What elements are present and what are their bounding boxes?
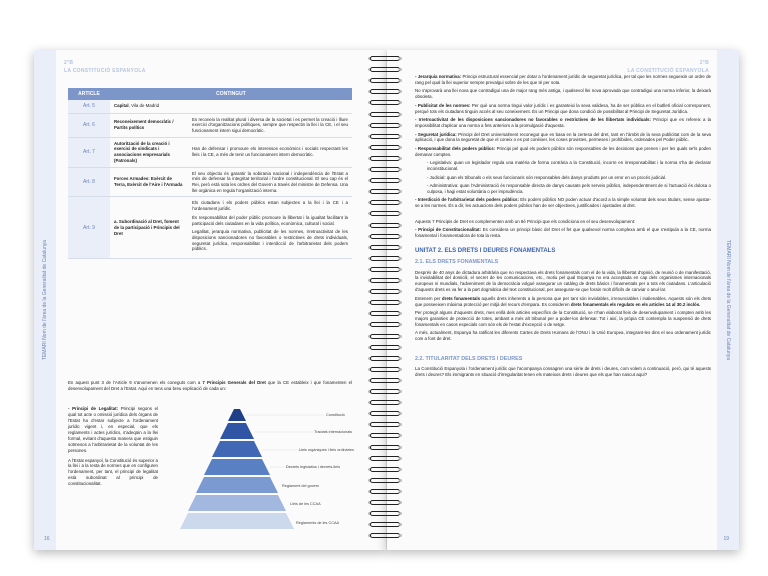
content-para: És responsabilitat del poder públic promoure la llibertat i la igualtat facilitant la participació dels ciutadans en la vida política, econòmica, cultural i social. bbox=[192, 214, 348, 226]
spiral-ring bbox=[366, 211, 404, 217]
principle-hierarchy: - Jerarquia normativa: Principi estructural essencial per dotar a l'ordenament jurídic de seguretat jurídica, per tal que les normes segueixin un ordre de rang pel qual la llei superior sempre prevalgui sobre de les que té per sota. bbox=[415, 74, 711, 85]
spiral-ring bbox=[366, 389, 404, 395]
principle-legal-security: - Seguretat jurídica: Principi del Dret universalment reconegut que es basa en la certesa del dret, tant en l'àmbit de la seva publicitat com de la seva aplicació, i que dona la seguretat de que el coneix o es pot conèixer, les coses provistes, permeses i prohibides, ordenades pel Poder públic. bbox=[415, 131, 711, 143]
content-cell bbox=[188, 197, 352, 259]
principle-publicity: - Publicitat de les normes: Per què una norma tingui valor jurídic i es garanteixi la seva validesa, ha de ser pública en el butlletí oficial corresponent, perquè tots els ciutadans tinguin accés al seu coneixement. És un Principi que dona condició de possibilitat al Principi de Seguretat Jurídica. bbox=[415, 102, 711, 114]
pyramid-label: Reglaments de les CCAA bbox=[296, 521, 340, 525]
spiral-ring bbox=[366, 200, 404, 206]
pyramid-level bbox=[196, 477, 278, 493]
spiral-ring bbox=[366, 267, 404, 273]
section-paragraph: Després de 40 anys de dictadura arbitrària que no respectava els drets fonamentals com el de la vida, la llibertat d'opinió, de reunió o de manifestació, la inviolabilitat del domicili, el secret de les comunicacions, etc., motiu pel qual Espanya no era acceptada en cap dels organismes internacionals europeus ni mundials, l'adveniment de la democràcia volgué assegurar un catàleg de drets bàsics i fonamentals per a tots els ciutadans. L'articulació d'aquests drets es va fer a la part dogmàtica del text constitucional, per assegurar-se que fossin molt difícils de canviar o anul·lar. bbox=[415, 269, 711, 293]
topic-cell: Reconeixement democràtic / Partits polítics bbox=[110, 113, 188, 137]
content-cell: Han de defensar i promoure els interessos econòmics i socials respectant les lleis i la CE, a més de tenir un funcionament intern democràtic. bbox=[188, 137, 352, 167]
pyramid-level bbox=[212, 441, 262, 457]
spiral-ring bbox=[366, 89, 404, 95]
pyramid-label: Lleis orgàniques i lleis ordinàries bbox=[299, 448, 354, 452]
spiral-ring bbox=[366, 278, 404, 284]
unit-title: UNITAT 2. ELS DRETS I DEURES FONAMENTALS bbox=[415, 248, 556, 255]
spiral-ring bbox=[366, 223, 404, 229]
topic-cell: Forces Armades: Exèrcit de Terra, Exèrcit de l'Aire i l'Armada bbox=[110, 167, 188, 197]
responsibility-judicial: - Judicial: quan els tribunals o els seus funcionaris són responsables dels danys produïts per un error en un procés judicial. bbox=[427, 174, 667, 180]
pyramid-label: Reglament del govern bbox=[282, 484, 320, 488]
section-paragraph: Per protegir alguns d'aquests drets, mes enllà dels articles específics de la Constitució, se n'han elaborat lleis de desenvolupament i compten amb les majors garanties de protecció de totes, ambant a més alt tribunal per a poder-los defensar. Tot i així, la pròpia CE contempla la suspensió de drets fonamentals en casos especials com són els de l'estat d'excepció o de setge. bbox=[415, 310, 711, 328]
spiral-ring bbox=[366, 345, 404, 351]
content-cell: Es reconeix la realitat plural i diversa de la societat i es permet la creació i lliure exercici d'organitzacions polítiques, sempre que respectin la llei i la CE, i el seu funcionament intern sigui democràtic. bbox=[188, 113, 352, 137]
spiral-ring bbox=[366, 422, 404, 428]
right-side-text: TEMARI Nom de l'àrea de la Generalitat de Catalunya bbox=[725, 239, 731, 361]
spiral-ring bbox=[366, 78, 404, 84]
spiral-ring bbox=[366, 234, 404, 240]
responsibility-administrative: - Administrativa: quan l'Administració és responsable directa de danys causats pels serveis públics, independentment de si l'actuació és dolosa o culposa, i hagi estat voluntària o per imprudència. bbox=[427, 183, 711, 194]
table-row bbox=[68, 137, 352, 167]
left-page bbox=[34, 50, 386, 550]
left-page-header bbox=[64, 60, 146, 74]
spiral-ring bbox=[366, 245, 404, 251]
pyramid-label: Decrets legislatius i decrets-lleis bbox=[286, 465, 341, 469]
spiral-ring bbox=[366, 356, 404, 362]
constitution-articles-table bbox=[68, 88, 352, 259]
principle-legality: - Principi de Legalitat: Principi segons el qual tot acte o omissió jurídica dels òrgans de l'Estat ha d'estar subjecte a l'ordenament jurídic vigent i, en especial, que els reglaments i actes jurídics, s'adeqüin a la llei formal, evitant d'aquesta manera que estiguin sotmesos a l'arbitrarietat de la voluntat de les persones. bbox=[68, 406, 158, 453]
spiral-binding bbox=[366, 50, 404, 550]
eighth-principle-intro: Aquests 7 Principis de Dret es complementen amb un 8è Principi que els condiciona en el seu desenvolupament: bbox=[415, 218, 636, 224]
spiral-ring bbox=[366, 123, 404, 129]
pyramid-level bbox=[204, 459, 270, 475]
right-page-number: 19 bbox=[723, 536, 729, 542]
spiral-ring bbox=[366, 378, 404, 384]
right-page-header-title: LA CONSTITUCIÓ ESPANYOLA bbox=[627, 68, 709, 74]
topic-cell: a. Subordinació al Dret, foment de la participació i Principis del Dret bbox=[110, 197, 188, 259]
left-page-code: 2°B bbox=[64, 60, 74, 66]
right-page-code: 2°B bbox=[699, 60, 709, 66]
left-page-number: 16 bbox=[44, 536, 50, 542]
principle-interdiction: - Interdicció de l'arbitrarietat dels poders públics: Els poders públics NO poden actuar d'acord a la simple voluntat dels seus titulars, sense ajustar-se a les normes. És a dir, les actuacions dels poders públics han de ser objectives, justificades i ajustades al dret. bbox=[415, 197, 712, 209]
spiral-ring bbox=[366, 189, 404, 195]
pyramid-level bbox=[188, 495, 286, 511]
section-title: 2.1. ELS DRETS FONAMENTALS bbox=[415, 259, 499, 266]
spiral-ring bbox=[366, 445, 404, 451]
spiral-ring bbox=[366, 511, 404, 517]
principle-irretroactivity: - Irretroactivitat de les disposicions sancionadores no favorables o restrictives de les llibertats individuals: Principi que es refereix a la impossibilitat d'aplicar una norma a fets anteriors a la promulgació d'aquesta. bbox=[415, 117, 712, 129]
principle-hierarchy-note: No s'aprovarà una llei nova que contradigui una de major rang més antiga, i qualsevol llei nova aprovada que contradigui una norma inferior, la deixarà obsoleta. bbox=[415, 88, 711, 100]
article-cell: Art. 9 bbox=[68, 197, 110, 259]
section-paragraph: A més, actualment, Espanya ha ratificat les diferents Cartes de Drets Humans de l'ONU i la Unió Europea, integrant-les dins el seu ordenament jurídic com a font de dret. bbox=[415, 330, 711, 342]
table-header-content: CONTINGUT bbox=[110, 88, 352, 100]
spiral-ring bbox=[366, 145, 404, 151]
principle-constitutionality: - Principi de Constitucionalitat: Es considera un principi bàsic del Dret el fet que qualsevol norma complexa amb el que s'estipula a la CE, norma fonamental i fonamentadora de tota la resta. bbox=[415, 227, 711, 239]
spiral-ring bbox=[366, 478, 404, 484]
article-cell: Art. 7 bbox=[68, 137, 110, 167]
spiral-ring bbox=[366, 167, 404, 173]
spiral-ring bbox=[366, 178, 404, 184]
spiral-ring bbox=[366, 67, 404, 73]
spiral-ring bbox=[366, 467, 404, 473]
pyramid-label: Tractats internacionals bbox=[314, 430, 353, 434]
left-side-text: TEMARI Nom de l'àrea de la Generalitat de Catalunya bbox=[42, 239, 48, 361]
normative-pyramid bbox=[174, 405, 364, 545]
spiral-ring bbox=[366, 311, 404, 317]
pyramid-label: Lleis de les CCAA bbox=[290, 502, 321, 506]
left-page-header-title: LA CONSTITUCIÓ ESPANYOLA bbox=[64, 68, 146, 74]
spiral-ring bbox=[366, 300, 404, 306]
table-row bbox=[68, 167, 352, 197]
pyramid-level bbox=[180, 513, 294, 529]
spiral-ring bbox=[366, 322, 404, 328]
spiral-ring bbox=[366, 134, 404, 140]
spiral-ring bbox=[366, 433, 404, 439]
principle-responsibility: - Responsabilitat dels poders públics: Principi pel qual els poders públics són responsables de les decisions que prenen i per les quals se'ls poden demanar comptes. bbox=[415, 145, 711, 157]
principles-text bbox=[68, 406, 158, 491]
section-paragraph: La Constitució Espanyola i l'ordenament jurídic que l'acompanya consagren una sèrie de drets i deures, com volem a continuació, però, qui té aquests drets i deures? Els immigrants en situació d'irregularitat tenen els mateixos drets i deures que els que han nascut aquí? bbox=[415, 366, 711, 378]
spiral-ring bbox=[366, 411, 404, 417]
right-page-header bbox=[627, 60, 709, 74]
table-row bbox=[68, 100, 352, 113]
spiral-ring bbox=[366, 112, 404, 118]
table-row bbox=[68, 197, 352, 259]
section-title: 2.2. TITULARITAT DELS DRETS I DEURES bbox=[415, 355, 523, 362]
spiral-ring bbox=[366, 400, 404, 406]
topic-text: Capital bbox=[114, 103, 129, 109]
spiral-ring bbox=[366, 456, 404, 462]
spiral-ring bbox=[366, 500, 404, 506]
article-cell: Art. 5 bbox=[68, 100, 110, 113]
principles-intro: En aquest punt 3 de l'Article 9 s'anomenen els coneguts com a 7 Principis Generals del Dret que la CE estableix i que fonamenten el desenvolupament del Dret a l'Estat. Aquí en tens una breu explicació de cada un: bbox=[68, 380, 352, 391]
table-header-article: ARTICLE bbox=[68, 88, 110, 100]
spiral-ring bbox=[366, 489, 404, 495]
pyramid-level bbox=[220, 423, 254, 439]
article-cell: Art. 8 bbox=[68, 167, 110, 197]
spiral-ring bbox=[366, 367, 404, 373]
spiral-ring bbox=[366, 334, 404, 340]
table-row bbox=[68, 113, 352, 137]
topic-cell: Autorització de la creació i exercici de sindicats i associacions empresarials (Patronals) bbox=[110, 137, 188, 167]
content-para: Legalitat, jerarquia normativa, publicitat de les normes, irretroactivitat de les disposicions sancionadores no favorables o restrictives de drets individuals, seguretat jurídica, responsabilitat i interdicció de l'arbitrarietat dels poders públics. bbox=[192, 229, 348, 252]
spiral-ring bbox=[366, 100, 404, 106]
responsibility-legislative: - Legislativa: quan un legislador regula una matèria de forma contrària a la Constitució, incorre en irresponsabilitat i la norma s'ha de declarar inconstitucional. bbox=[427, 160, 711, 172]
article-cell: Art. 6 bbox=[68, 113, 110, 137]
principle-legality-note: A l'Estat espanyol, la Constitució és superior a la llei i a la resta de normes que en configuren l'ordenament, per tant, el principi de legalitat està subordinat al principi de constitucionalitat. bbox=[68, 457, 158, 487]
spiral-ring bbox=[366, 56, 404, 62]
spiral-ring bbox=[366, 533, 404, 539]
pyramid-label: Constitució bbox=[326, 413, 345, 417]
spiral-ring bbox=[366, 156, 404, 162]
right-page-content bbox=[415, 74, 711, 381]
spiral-ring bbox=[366, 522, 404, 528]
content-para: Els ciutadans i els poders públics estan subjectes a la llei i la CE i a l'ordenament jurídic. bbox=[192, 200, 348, 212]
section-paragraph: Entenem per drets fonamentals aquells drets inherents a la persona que per tant són inviolables, irrenunciables i inalienables. Aquests són els drets que posseeixen màxima protecció per mitjà del recurs d'empara. Es consideren drets fonamentals els regulats en els articles 14 al 30.2 inclòs. bbox=[415, 295, 712, 307]
right-page bbox=[387, 50, 739, 550]
pyramid-level bbox=[228, 409, 246, 421]
spiral-ring bbox=[366, 256, 404, 262]
content-cell: El seu objectiu és garantir la sobirania nacional i independència de l'Estat a més de defensar la integritat territorial i l'ordre constitucional. El seu cap és el Rei, però està sota les ordres del Govern a través del ministre de Defensa. Una llei orgànica en regula l'organització interna. bbox=[188, 167, 352, 197]
spiral-ring bbox=[366, 289, 404, 295]
content-cell: Capital, Vila de Madrid bbox=[110, 100, 352, 113]
